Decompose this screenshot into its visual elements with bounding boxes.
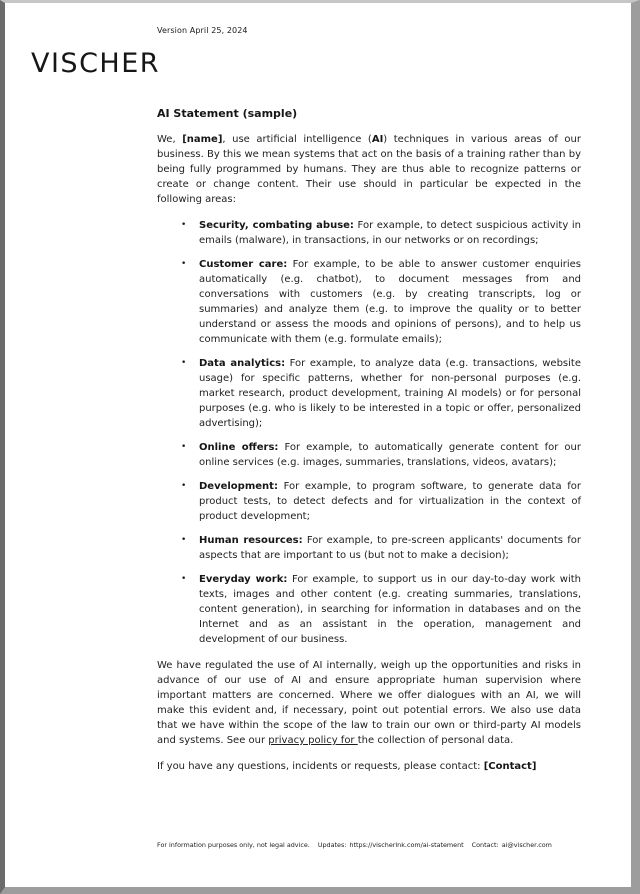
footer — [157, 841, 587, 849]
closing-seg-2: the collection of personal data. — [357, 735, 514, 746]
bullet-body: For example, to automatically generate content for our online services (e.g. images, summaries, translations, videos, avatars); — [199, 442, 581, 468]
closing-paragraph — [157, 658, 581, 748]
bullet-text — [199, 533, 581, 563]
footer-disclaimer: For information purposes only, not legal advice. — [157, 841, 310, 849]
intro-paragraph — [157, 132, 581, 207]
bullet-body: For example, to support us in our day-to-day work with texts, images and other content (e.g. creating summaries, translations, content generation), in searching for information in databases and on the Internet and as an assistant in the operation, management and development of our business. — [199, 574, 581, 645]
contact-placeholder: [Contact] — [483, 761, 537, 772]
contact-line — [157, 759, 581, 774]
privacy-policy-link[interactable]: privacy policy for — [268, 735, 358, 746]
bullet-item-security — [157, 218, 581, 248]
bullet-text — [199, 218, 581, 248]
bullet-text — [199, 572, 581, 647]
bullet-body: For example, to program software, to generate data for product tests, to detect defects and for virtualization in the context of product development; — [199, 481, 581, 522]
bullet-body: For example, to be able to answer customer enquiries automatically (e.g. chatbot), to document messages from and conversations with customers (e.g. by creating transcripts, log or summaries) and analyze them (e.g. to improve the quality or to better understand or assess the moods and opinions of persons), and to help us communicate with them (e.g. formulate emails); — [199, 259, 581, 345]
bullet-item-data-analytics — [157, 356, 581, 431]
closing-seg-1: We have regulated the use of AI internally, weigh up the opportunities and risks in advance of our use of AI and ensure appropriate human supervision where important matters are concerned. Where we offer dialogues with an AI, we will make this evident and, if necessary, point out potential errors. We also use data that we have within the scope of the law to train our own or third-party AI models and systems. See our — [157, 660, 581, 746]
bullet-label: Data analytics: — [199, 358, 286, 369]
bullet-item-development — [157, 479, 581, 524]
footer-updates-url[interactable]: https://vischerlnk.com/ai-statement — [349, 841, 464, 849]
vischer-logo: VISCHER — [31, 48, 161, 79]
bullet-list — [157, 218, 581, 647]
bullet-body: For example, to analyze data (e.g. transactions, website usage) for specific patterns, whether for non-personal purposes (e.g. market research, product development, training AI models) or for personal purposes (e.g. who is likely to be interested in a topic or offer, personalized advertising); — [199, 358, 581, 429]
bullet-body: For example, to detect suspicious activity in emails (malware), in transactions, in our networks or on recordings; — [199, 220, 581, 246]
bullet-item-online-offers — [157, 440, 581, 470]
bullet-text — [199, 257, 581, 347]
bullet-label: Development: — [199, 481, 278, 492]
intro-seg-1: We, — [157, 134, 183, 145]
bullet-icon: • — [181, 574, 187, 584]
bullet-item-customer-care — [157, 257, 581, 347]
bullet-label: Online offers: — [199, 442, 279, 453]
bullet-text — [199, 356, 581, 431]
footer-updates-label: Updates: — [317, 841, 347, 849]
intro-name-placeholder: [name] — [182, 134, 223, 145]
bullet-item-everyday-work — [157, 572, 581, 647]
document-title: AI Statement (sample) — [157, 107, 298, 120]
bullet-label: Customer care: — [199, 259, 288, 270]
bullet-icon: • — [181, 220, 187, 230]
bullet-label: Human resources: — [199, 535, 303, 546]
bullet-body: For example, to pre-screen applicants' documents for aspects that are important to us (but not to make a decision); — [199, 535, 582, 561]
bullet-icon: • — [181, 259, 187, 269]
bullet-text — [199, 440, 581, 470]
document-body — [157, 106, 581, 785]
version-label: Version April 25, 2024 — [157, 26, 248, 35]
bullet-icon: • — [181, 481, 187, 491]
bullet-icon: • — [181, 535, 187, 545]
bullet-label: Security, combating abuse: — [199, 220, 354, 231]
intro-seg-3: ) techniques in various areas of our business. By this we mean systems that act on the basis of a training rather than by being fully programmed by humans. They are thus able to recognize patterns or create or change content. Their use should in particular be expected in the following areas: — [157, 134, 582, 205]
intro-seg-2: , use artificial intelligence ( — [222, 134, 372, 145]
intro-ai-abbrev: AI — [371, 134, 384, 145]
bullet-item-human-resources — [157, 533, 581, 563]
bullet-label: Everyday work: — [199, 574, 288, 585]
contact-seg-1: If you have any questions, incidents or requests, please contact: — [157, 761, 484, 772]
footer-contact-label: Contact: — [471, 841, 499, 849]
bullet-icon: • — [181, 358, 187, 368]
bullet-text — [199, 479, 581, 524]
bullet-icon: • — [181, 442, 187, 452]
footer-contact-email[interactable]: ai@vischer.com — [501, 841, 552, 849]
